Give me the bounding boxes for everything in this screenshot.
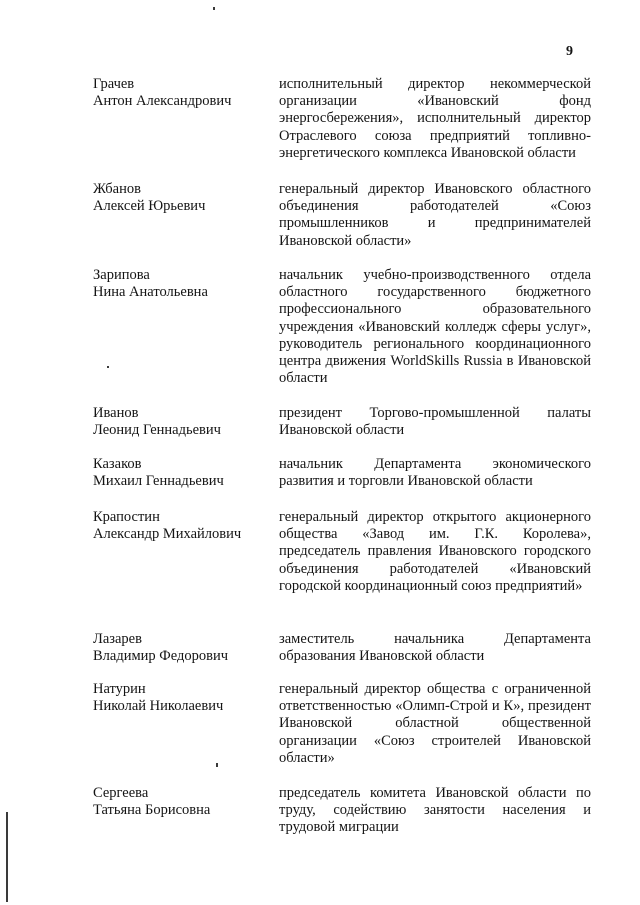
member-role: президент Торгово-промышленной палаты Ивановской области	[279, 405, 591, 439]
member-role: начальник учебно-производственного отдела областного государственного бюджетного профессионального образовательного учреждения «Ивановский колледж сферы услуг», руководитель регионального координационного центра движения WorldSkills Russia в Ивановской области	[279, 267, 591, 387]
scan-speck	[107, 366, 109, 368]
member-name	[93, 785, 268, 819]
member-given-names: Михаил Геннадьевич	[93, 473, 224, 490]
member-given-names: Татьяна Борисовна	[93, 802, 211, 819]
member-name	[93, 405, 268, 439]
member-surname: Грачев	[93, 76, 135, 92]
member-name	[93, 267, 268, 301]
member-given-names: Алексей Юрьевич	[93, 198, 206, 215]
member-surname: Натурин	[93, 681, 146, 697]
scan-edge-mark	[6, 812, 8, 902]
member-name	[93, 181, 268, 215]
page-number: 9	[566, 44, 573, 59]
member-role: заместитель начальника Департамента образования Ивановской области	[279, 631, 591, 665]
member-role: генеральный директор Ивановского областного объединения работодателей «Союз промышленников и предпринимателей Ивановской области»	[279, 181, 591, 249]
scan-speck	[216, 763, 218, 767]
member-role: председатель комитета Ивановской области по труду, содействию занятости населения и трудовой миграции	[279, 785, 591, 836]
member-given-names: Антон Александрович	[93, 93, 232, 110]
member-name	[93, 631, 268, 665]
member-role: генеральный директор общества с ограниченной ответственностью «Олимп-Строй и К», президент Ивановской областной общественной организации «Союз строителей Ивановской области»	[279, 681, 591, 766]
member-surname: Зарипова	[93, 267, 150, 283]
member-name	[93, 509, 268, 543]
member-name	[93, 681, 268, 715]
member-given-names: Николай Николаевич	[93, 698, 224, 715]
member-role: исполнительный директор некоммерческой организации «Ивановский фонд энергосбережения», исполнительный директор Отраслевого союза предприятий топливно-энергетического комплекса Ивановской области	[279, 76, 591, 161]
member-role: генеральный директор открытого акционерного общества «Завод им. Г.К. Королева», председатель правления Ивановского городского объединения работодателей «Ивановский городской координационный союз предприятий»	[279, 509, 591, 594]
member-name	[93, 456, 268, 490]
member-given-names: Александр Михайлович	[93, 526, 242, 543]
member-surname: Крапостин	[93, 509, 160, 525]
member-surname: Сергеева	[93, 785, 149, 801]
member-name	[93, 76, 268, 110]
member-surname: Иванов	[93, 405, 139, 421]
member-surname: Жбанов	[93, 181, 141, 197]
member-given-names: Владимир Федорович	[93, 648, 229, 665]
member-given-names: Леонид Геннадьевич	[93, 422, 221, 439]
member-surname: Лазарев	[93, 631, 142, 647]
member-given-names: Нина Анатольевна	[93, 284, 208, 301]
member-surname: Казаков	[93, 456, 142, 472]
member-role: начальник Департамента экономического развития и торговли Ивановской области	[279, 456, 591, 490]
scan-speck	[213, 7, 215, 10]
